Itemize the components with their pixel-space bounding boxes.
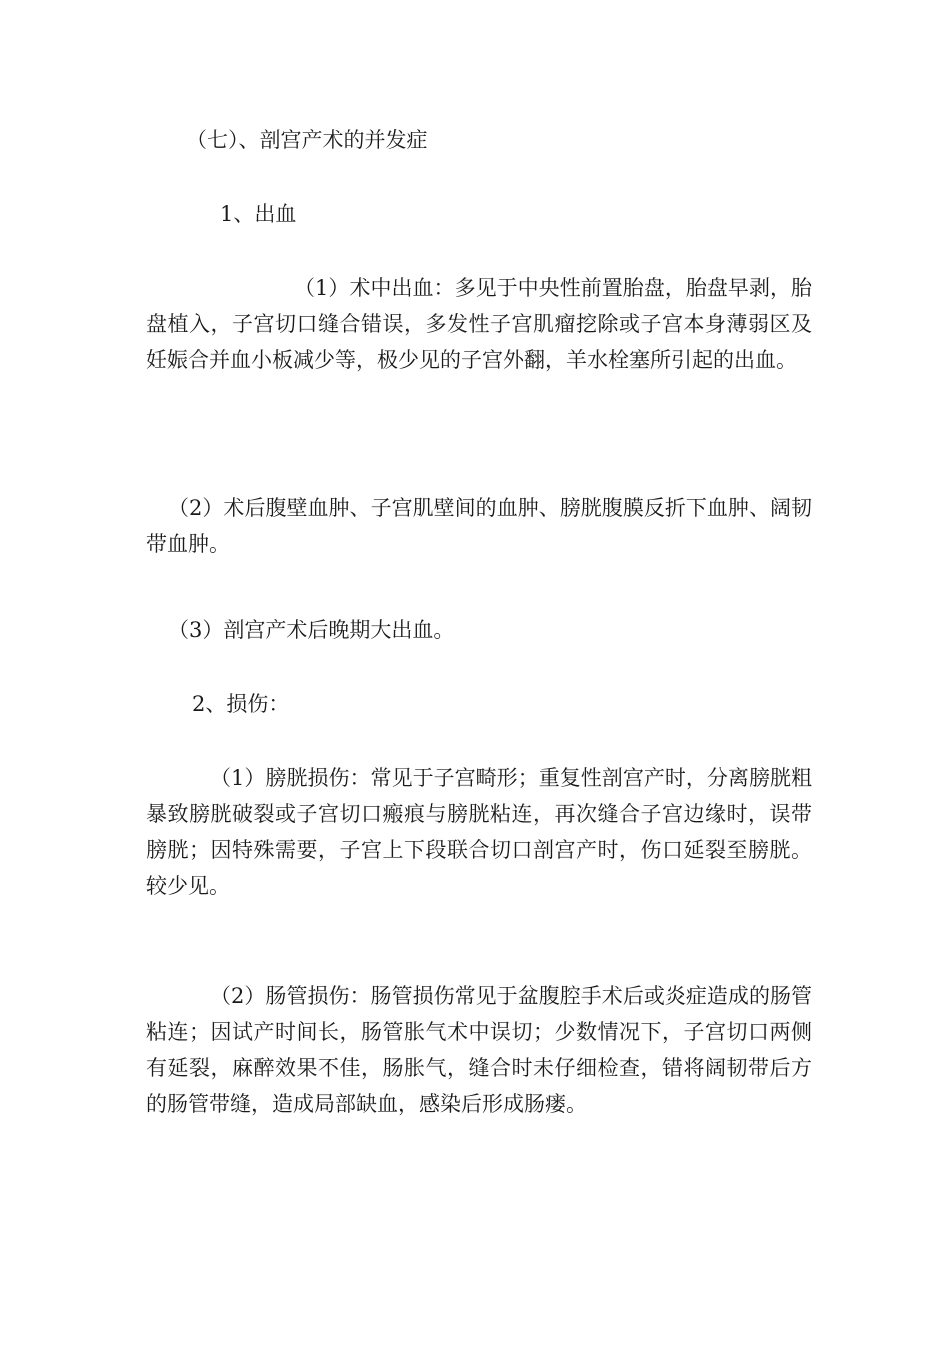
item2-paragraph-bladder-injury: （1）膀胱损伤：常见于子宫畸形；重复性剖宫产时，分离膀胱粗暴致膀胱破裂或子宫切口瘢痕与膀胱粘连，再次缝合子宫边缘时，误带膀胱；因特殊需要，子宫上下段联合切口剖宫产时，伤口延裂至膀胱。较少见。 [146, 766, 812, 898]
item1-paragraph-hematoma: （2）术后腹壁血肿、子宫肌壁间的血肿、膀胱腹膜反折下血肿、阔韧带血肿。 [146, 496, 812, 556]
item2-paragraph-bowel-injury: （2）肠管损伤：肠管损伤常见于盆腹腔手术后或炎症造成的肠管粘连；因试产时间长，肠管胀气术中误切；少数情况下，子宫切口两侧有延裂，麻醉效果不佳，肠胀气，缝合时未仔细检查，错将阔韧带后方的肠管带缝，造成局部缺血，感染后形成肠瘘。 [146, 984, 812, 1116]
section-heading: （七）、剖宫产术的并发症 [186, 128, 428, 152]
item1-paragraph-intraoperative-bleeding: （1）术中出血：多见于中央性前置胎盘，胎盘早剥，胎盘植入，子宫切口缝合错误，多发性子宫肌瘤挖除或子宫本身薄弱区及妊娠合并血小板减少等，极少见的子宫外翻，羊水栓塞所引起的出血。 [146, 276, 812, 372]
item1-paragraph-late-hemorrhage: （3）剖宫产术后晚期大出血。 [168, 618, 455, 642]
item2-heading: 2、损伤： [192, 692, 290, 716]
item1-heading: 1、出血 [220, 202, 297, 226]
